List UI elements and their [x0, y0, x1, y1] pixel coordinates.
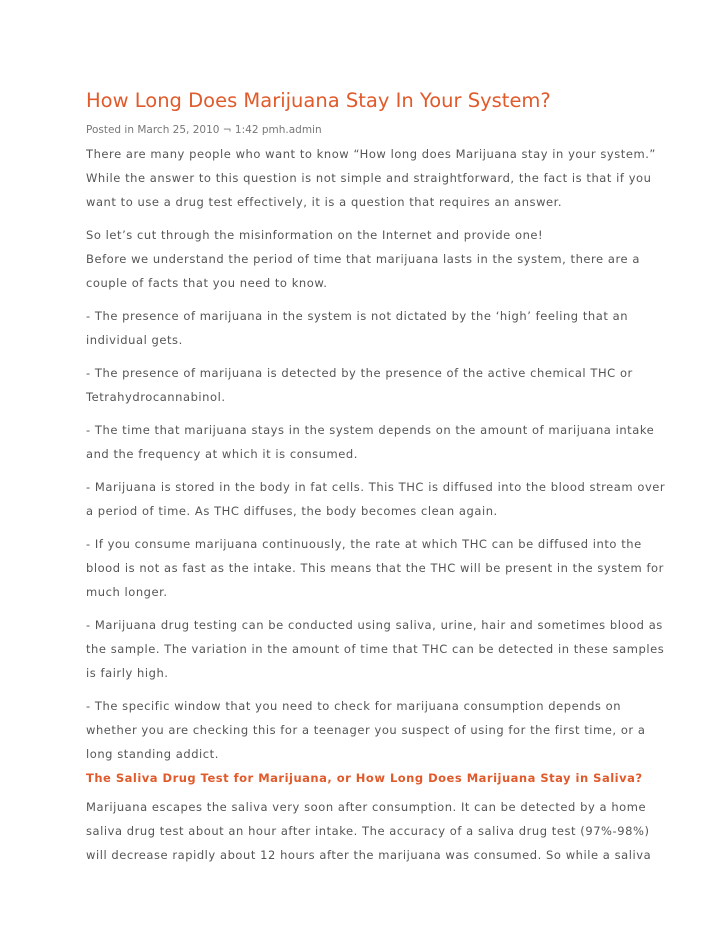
- paragraph-line: - The presence of marijuana is detected by the presence of the active chemical THC or: [86, 366, 633, 380]
- paragraph-line: - Marijuana is stored in the body in fat cells. This THC is diffused into the blood stream over: [86, 480, 666, 494]
- paragraph-line: is fairly high.: [86, 666, 169, 680]
- saliva-section-heading: The Saliva Drug Test for Marijuana, or How Long Does Marijuana Stay in Saliva?: [86, 771, 643, 785]
- paragraph-line: - Marijuana drug testing can be conducted using saliva, urine, hair and sometimes blood as: [86, 618, 663, 632]
- paragraph-line: individual gets.: [86, 333, 183, 347]
- paragraph-line: saliva drug test about an hour after intake. The accuracy of a saliva drug test (97%-98%): [86, 824, 650, 838]
- paragraph-line: - If you consume marijuana continuously, the rate at which THC can be diffused into the: [86, 537, 642, 551]
- paragraph-line: - The specific window that you need to check for marijuana consumption depends on: [86, 699, 622, 713]
- paragraph-line: want to use a drug test effectively, it is a question that requires an answer.: [86, 195, 563, 209]
- paragraph-line: - The time that marijuana stays in the system depends on the amount of marijuana intake: [86, 423, 655, 437]
- paragraph-line: whether you are checking this for a teenager you suspect of using for the first time, or a: [86, 723, 646, 737]
- fact-5: [86, 532, 664, 604]
- article: [86, 88, 666, 867]
- fact-3: [86, 418, 655, 466]
- paragraph-line: While the answer to this question is not simple and straightforward, the fact is that if you: [86, 171, 652, 185]
- intro-paragraph: [86, 142, 656, 214]
- paragraph-line: the sample. The variation in the amount of time that THC can be detected in these samples: [86, 642, 665, 656]
- fact-4: [86, 475, 666, 523]
- paragraph-line: - The presence of marijuana in the system is not dictated by the ‘high’ feeling that an: [86, 309, 629, 323]
- paragraph-line: and the frequency at which it is consumed.: [86, 447, 358, 461]
- paragraph-line: long standing addict.: [86, 747, 219, 761]
- paragraph-line: a period of time. As THC diffuses, the body becomes clean again.: [86, 504, 498, 518]
- paragraph-line: blood is not as fast as the intake. This means that the THC will be present in the system for: [86, 561, 664, 575]
- paragraph-line: couple of facts that you need to know.: [86, 276, 328, 290]
- paragraph-line: Tetrahydrocannabinol.: [86, 390, 226, 404]
- fact-1: [86, 304, 646, 352]
- fact-6: [86, 613, 665, 685]
- paragraph-2: [86, 223, 646, 295]
- paragraph-line: Before we understand the period of time that marijuana lasts in the system, there are a: [86, 252, 640, 266]
- fact-7: [86, 694, 646, 766]
- article-title: How Long Does Marijuana Stay In Your System?: [86, 89, 551, 112]
- paragraph-line: There are many people who want to know “How long does Marijuana stay in your system.”: [86, 147, 656, 161]
- post-meta: Posted in March 25, 2010 ¬ 1:42 pmh.admin: [86, 124, 322, 136]
- saliva-paragraph: [86, 795, 652, 867]
- paragraph-line: will decrease rapidly about 12 hours after the marijuana was consumed. So while a saliva: [86, 848, 652, 862]
- paragraph-line: much longer.: [86, 585, 168, 599]
- paragraph-line: So let’s cut through the misinformation on the Internet and provide one!: [86, 228, 544, 242]
- fact-2: [86, 361, 646, 409]
- paragraph-line: Marijuana escapes the saliva very soon after consumption. It can be detected by a home: [86, 800, 647, 814]
